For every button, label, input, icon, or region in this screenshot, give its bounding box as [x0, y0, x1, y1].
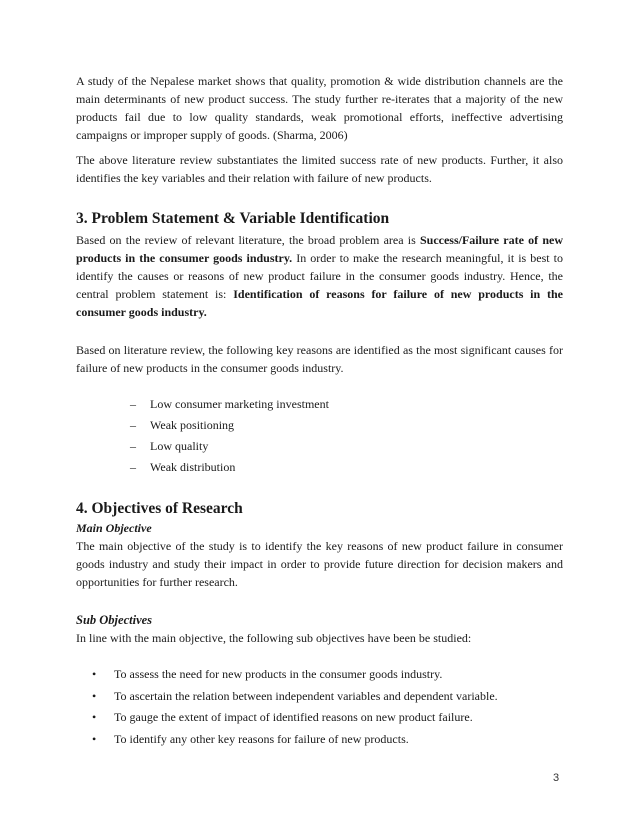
- bullet-marker: •: [92, 710, 97, 724]
- sub-objective-item: [90, 710, 563, 725]
- main-objective-label: Main Objective: [76, 521, 152, 535]
- reason-item: [130, 460, 563, 475]
- problem-statement-paragraph: [76, 231, 563, 321]
- reasons-list: [76, 397, 563, 475]
- sub-objectives-label: Sub Objectives: [76, 613, 153, 627]
- sub-objective-text: To identify any other key reasons for failure of new products.: [114, 731, 409, 746]
- reason-item: [130, 418, 563, 433]
- dash-marker: –: [130, 460, 136, 474]
- dash-marker: –: [130, 418, 136, 432]
- reason-text: Weak distribution: [150, 460, 236, 474]
- reason-item: [130, 397, 563, 412]
- reason-text: Low quality: [150, 439, 209, 453]
- sub-objectives-intro: In line with the main objective, the following sub objectives have been be studied:: [76, 631, 472, 645]
- intro-paragraph-2: The above literature review substantiates the limited success rate of new products. Further, it also identifies the key variables and their relation with failure of new products.: [76, 153, 563, 185]
- sub-objective-text: To assess the need for new products in the consumer goods industry.: [114, 667, 443, 681]
- reason-text: Weak positioning: [150, 418, 235, 432]
- page-content: [76, 72, 563, 753]
- page-number: 3: [553, 772, 560, 784]
- intro-paragraph-1: A study of the Nepalese market shows that quality, promotion & wide distribution channels are the main determinants of new product success. The study further re-iterates that a majority of the new products fail due to low quality standards, weak promotional efforts, ineffective advertising campaigns or improper supply of goods. (Sharma, 2006): [76, 74, 563, 142]
- reason-text: Low consumer marketing investment: [150, 397, 329, 411]
- main-objective-paragraph: The main objective of the study is to identify the key reasons of new product failure in consumer goods industry and study their impact in order to provide future direction for decision makers and opportunities for further research.: [76, 539, 563, 589]
- dash-marker: –: [130, 439, 136, 453]
- problem-text-a: Based on the review of relevant literature, the broad problem area is: [76, 233, 420, 247]
- section-3-heading: 3. Problem Statement & Variable Identification: [76, 210, 390, 227]
- reason-item: [130, 439, 563, 454]
- central-problem-bold: Identification of reasons for failure of new products in the consumer goods industry.: [76, 287, 563, 319]
- sub-objective-item: [90, 667, 563, 682]
- sub-objective-text: To gauge the extent of impact of identified reasons on new product failure.: [114, 710, 473, 724]
- problem-area-bold: Success/Failure rate of new products in the consumer goods industry.: [76, 233, 563, 265]
- sub-objective-text: To ascertain the relation between independent variables and dependent variable.: [114, 688, 498, 703]
- sub-objectives-list: [76, 667, 563, 747]
- bullet-marker: •: [92, 688, 97, 703]
- dash-marker: –: [130, 397, 136, 411]
- sub-objective-item: [90, 689, 563, 704]
- section-4-heading: 4. Objectives of Research: [76, 500, 243, 517]
- bullet-marker: •: [92, 731, 97, 746]
- problem-text-c: In order to make the research meaningful, it is best to identify the causes or reasons of new product failure in the consumer goods industry. Hence, the central problem statement is:: [76, 251, 563, 301]
- reasons-intro-paragraph: Based on literature review, the following key reasons are identified as the most significant causes for failure of new products in the consumer goods industry.: [76, 343, 563, 375]
- sub-objective-item: [90, 732, 563, 747]
- bullet-marker: •: [92, 667, 97, 681]
